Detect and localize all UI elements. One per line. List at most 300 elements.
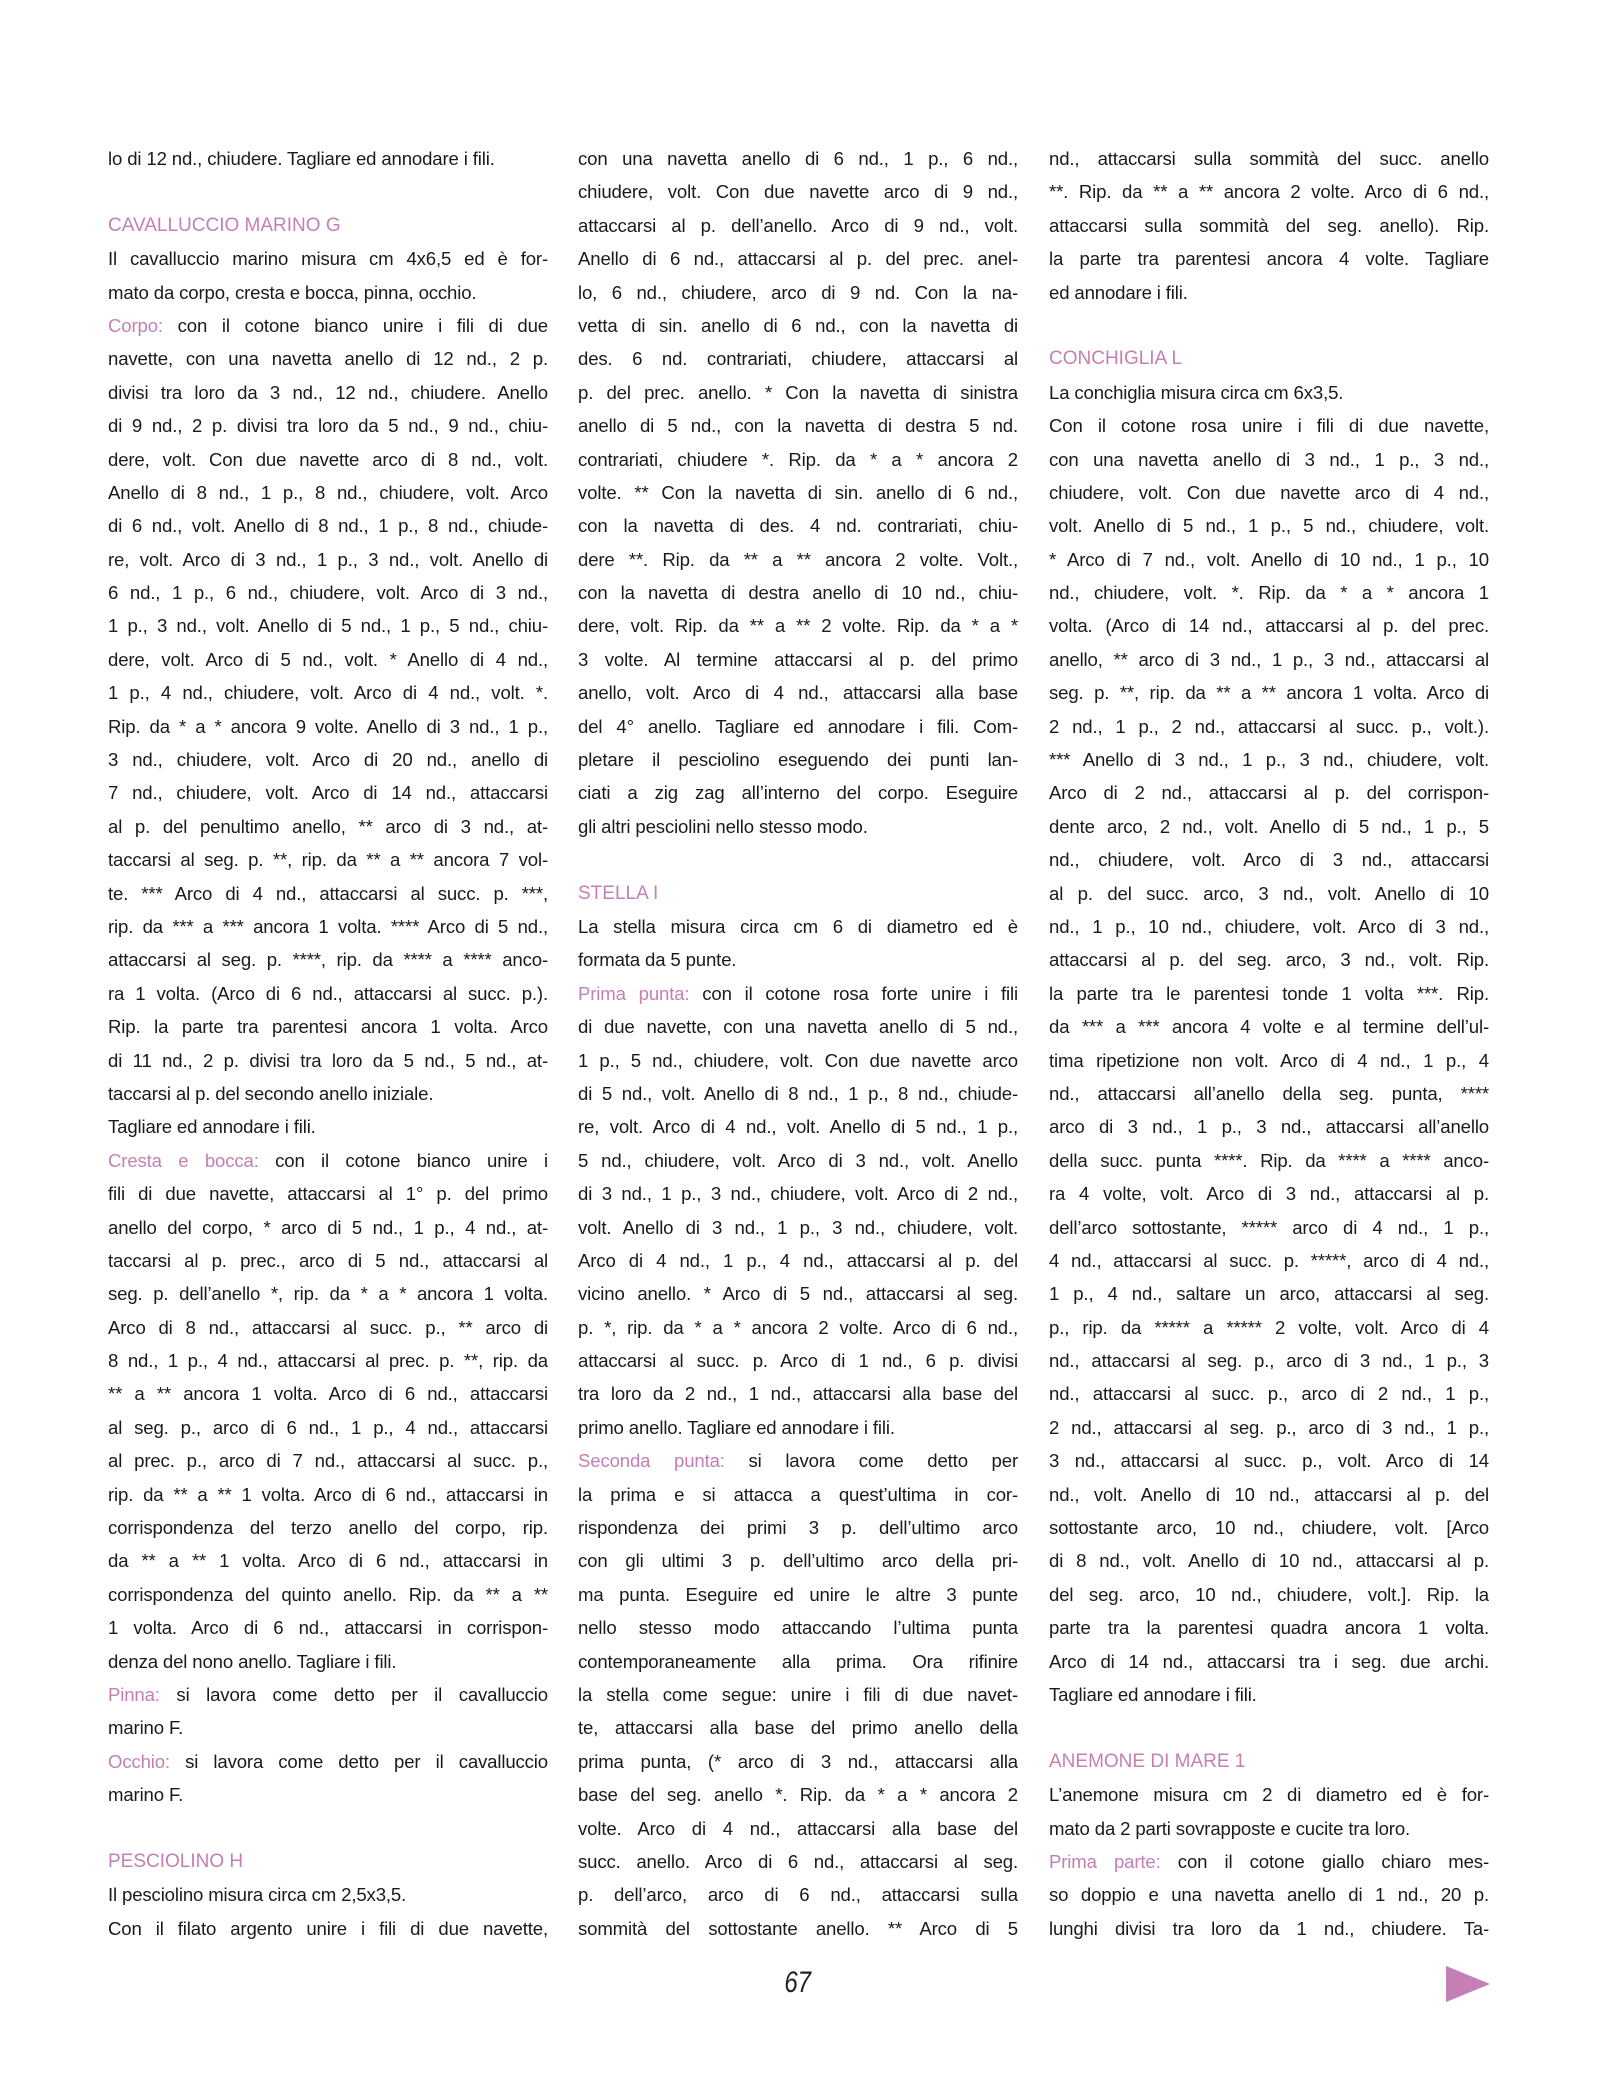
line-text: nd., 1 p., 10 nd., chiudere, volt. Arco di 3 nd., [1049,915,1489,937]
line-text: attaccarsi al p. dell’anello. Arco di 9 nd., volt. [578,214,1018,236]
line-text: p. *, rip. da * a * ancora 2 volte. Arco di 6 nd., [578,1316,1018,1338]
line-text: Il cavalluccio marino misura cm 4x6,5 ed è for- [108,248,548,270]
line-text: dere, volt. Rip. da ** a ** 2 volte. Rip. da * a * [578,615,1018,637]
text-line [1049,643,1489,676]
line-text: L’anemone misura cm 2 di diametro ed è for- [1049,1784,1489,1806]
text-line [1049,376,1489,409]
next-page-triangle-icon[interactable] [1446,1966,1490,2002]
text-line [578,710,1018,743]
text-line [578,1478,1018,1511]
text-line [108,1044,548,1077]
text-line [578,810,1018,843]
line-text: ciati a zig zag all’interno del corpo. Eseguire [578,782,1018,804]
page-number: 67 [784,1966,812,1999]
text-line [578,376,1018,409]
line-text: rip. da *** a *** ancora 1 volta. **** Arco di 5 nd., [108,915,548,937]
line-text: corrispondenza del quinto anello. Rip. da ** a ** [108,1583,548,1605]
line-text: mato da corpo, cresta e bocca, pinna, occhio. [108,281,477,303]
text-line [1049,1611,1489,1644]
line-text: lo di 12 nd., chiudere. Tagliare ed annodare i fili. [108,148,495,169]
line-text: con la navetta di des. 4 nd. contrariati, chiu- [578,515,1018,537]
paragraph-spacer [1049,309,1489,342]
line-text: Il pesciolino misura circa cm 2,5x3,5. [108,1884,407,1906]
line-text: 1 p., 4 nd., saltare un arco, attaccarsi al seg. [1049,1283,1489,1305]
line-text: al p. del penultimo anello, ** arco di 3 nd., at- [108,815,548,837]
text-line [578,1444,1018,1477]
subsection-label: Prima punta: [578,982,690,1004]
text-line [1049,810,1489,843]
line-text: taccarsi al seg. p. **, rip. da ** a ** ancora 7 vol- [108,849,548,871]
line-text: PESCIOLINO H [108,1850,244,1872]
line-text: denza del nono anello. Tagliare i fili. [108,1650,397,1672]
paragraph [578,1444,1018,1945]
line-text: taccarsi al p. prec., arco di 5 nd., attaccarsi al [108,1249,548,1271]
subsection-label: Pinna: [108,1683,160,1705]
paragraph [1049,1778,1489,1845]
text-line [578,1544,1018,1577]
text-line [1049,1878,1489,1911]
line-text: seg. p. **, rip. da ** a ** ancora 1 volta. Arco di [1049,682,1489,704]
heading-text [578,877,1018,910]
text-line [578,1778,1018,1811]
text-line [108,1110,548,1143]
line-text: ed annodare i fili. [1049,281,1188,303]
text-line [1049,1511,1489,1544]
line-text: dere, volt. Arco di 5 nd., volt. * Anello di 4 nd., [108,648,548,670]
line-text: contemporaneamente alla prima. Ora rifinire [578,1650,1018,1672]
heading-text [108,209,548,242]
line-text: La conchiglia misura circa cm 6x3,5. [1049,381,1344,403]
text-line [578,1511,1018,1544]
text-line [1049,943,1489,976]
line-text: attaccarsi al p. del seg. arco, 3 nd., volt. Rip. [1049,949,1489,971]
text-line [1049,509,1489,542]
paragraph-spacer [108,175,548,208]
text-line [578,1845,1018,1878]
line-text: nello stesso modo attaccando l’ultima punta [578,1617,1018,1639]
text-line [1049,1010,1489,1043]
line-text: 2 nd., attaccarsi al seg. p., arco di 3 nd., 1 p., [1049,1416,1489,1438]
line-text: 3 volte. Al termine attaccarsi al p. del primo [578,648,1018,670]
text-line [1049,1177,1489,1210]
text-line [1049,576,1489,609]
text-line [108,1711,548,1744]
line-text: La stella misura circa cm 6 di diametro ed è [578,915,1018,937]
line-text: ANEMONE DI MARE 1 [1049,1750,1246,1772]
line-text: con il cotone rosa forte unire i fili [702,982,1018,1004]
line-text: 6 nd., 1 p., 6 nd., chiudere, volt. Arco di 3 nd., [108,582,548,604]
line-text: Rip. la parte tra parentesi ancora 1 volta. Arco [108,1016,548,1038]
line-text: fili di due navette, attaccarsi al 1° p. del primo [108,1183,548,1205]
section-heading [1049,342,1489,375]
line-text: 8 nd., 1 p., 4 nd., attaccarsi al prec. p. **, rip. da [108,1350,548,1372]
text-line [108,910,548,943]
text-line [578,743,1018,776]
text-line [578,509,1018,542]
text-line [578,276,1018,309]
text-line [108,1277,548,1310]
line-text: attaccarsi sulla sommità del seg. anello). Rip. [1049,214,1489,236]
text-line [1049,1110,1489,1143]
text-line [1049,1645,1489,1678]
line-text: attaccarsi al seg. p. ****, rip. da **** a **** anco- [108,949,548,971]
line-text: nd., attaccarsi all’anello della seg. punta, **** [1049,1082,1489,1104]
line-text: con una navetta anello di 3 nd., 1 p., 3 nd., [1049,448,1489,470]
text-line [108,1778,548,1811]
text-line [1049,476,1489,509]
section-heading [108,209,548,242]
text-line [578,1044,1018,1077]
line-text: re, volt. Arco di 4 nd., volt. Anello di 5 nd., 1 p., [578,1116,1018,1138]
line-text: dere **. Rip. da ** a ** ancora 2 volte. Volt., [578,548,1018,570]
text-line [578,643,1018,676]
text-line [578,242,1018,275]
text-line [1049,1211,1489,1244]
text-line [108,509,548,542]
line-text: 7 nd., chiudere, volt. Arco di 14 nd., attaccarsi [108,782,548,804]
line-text: nd., chiudere, volt. *. Rip. da * a * ancora 1 [1049,582,1489,604]
line-text: la parte tra le parentesi tonde 1 volta ***. Rip. [1049,982,1489,1004]
paragraph [578,910,1018,977]
line-text: Arco di 8 nd., attaccarsi al succ. p., ** arco di [108,1316,548,1338]
line-text: contrariati, chiudere *. Rip. da * a * ancora 2 [578,448,1018,470]
text-column-1 [108,142,548,1945]
line-text: nd., attaccarsi sulla sommità del succ. anello [1049,148,1489,169]
line-text: prima punta, (* arco di 3 nd., attaccarsi alla [578,1750,1018,1772]
line-text: al prec. p., arco di 7 nd., attaccarsi al succ. p., [108,1450,548,1472]
line-text: ma punta. Eseguire ed unire le altre 3 punte [578,1583,1018,1605]
text-line [108,1177,548,1210]
section-heading [1049,1745,1489,1778]
line-text: marino F. [108,1717,184,1739]
line-text: divisi tra loro da 3 nd., 12 nd., chiudere. Anello [108,381,548,403]
text-line [1049,409,1489,442]
text-line [108,1444,548,1477]
line-text: te, attaccarsi alla base del primo anello della [578,1717,1018,1739]
line-text: dente arco, 2 nd., volt. Anello di 5 nd., 1 p., 5 [1049,815,1489,837]
text-line [578,977,1018,1010]
text-line [578,1711,1018,1744]
text-line [578,409,1018,442]
line-text: Arco di 2 nd., attaccarsi al p. del corrispon- [1049,782,1489,804]
text-line [578,1244,1018,1277]
line-text: vicino anello. * Arco di 5 nd., attaccarsi al seg. [578,1283,1018,1305]
line-text: base del seg. anello *. Rip. da * a * ancora 2 [578,1784,1018,1806]
line-text: del seg. arco, 10 nd., chiudere, volt.]. Rip. la [1049,1583,1489,1605]
line-text: 4 nd., attaccarsi al succ. p. *****, arco di 4 nd., [1049,1249,1489,1271]
text-line [1049,276,1489,309]
line-text: re, volt. Arco di 3 nd., 1 p., 3 nd., volt. Anello di [108,548,548,570]
text-line [1049,977,1489,1010]
line-text: Con il filato argento unire i fili di due navette, [108,1917,548,1939]
text-line [578,1077,1018,1110]
line-text: Anello di 6 nd., attaccarsi al p. del prec. anel- [578,248,1018,270]
text-line [108,1211,548,1244]
text-line [578,1144,1018,1177]
text-line [1049,1344,1489,1377]
text-line [108,242,548,275]
line-text: anello, ** arco di 3 nd., 1 p., 3 nd., attaccarsi al [1049,648,1489,670]
text-line [1049,1411,1489,1444]
text-line [108,843,548,876]
text-line [578,1377,1018,1410]
line-text: gli altri pesciolini nello stesso modo. [578,815,868,837]
subsection-label: Corpo: [108,314,163,336]
text-line [108,1311,548,1344]
text-line [108,810,548,843]
line-text: 3 nd., chiudere, volt. Arco di 20 nd., anello di [108,749,548,771]
text-line [108,443,548,476]
text-line [578,209,1018,242]
text-line [108,1010,548,1043]
text-line [578,1812,1018,1845]
paragraph [578,142,1018,843]
text-line [578,1110,1018,1143]
text-line [1049,1812,1489,1845]
text-line [1049,1244,1489,1277]
line-text: volt. Anello di 3 nd., 1 p., 3 nd., chiudere, volt. [578,1216,1018,1238]
line-text: la stella come segue: unire i fili di due navet- [578,1683,1018,1705]
text-line [578,175,1018,208]
text-line [108,543,548,576]
text-line [1049,1544,1489,1577]
line-text: 1 p., 4 nd., chiudere, volt. Arco di 4 nd., volt. *. [108,682,548,704]
line-text: la parte tra parentesi ancora 4 volte. Tagliare [1049,248,1489,270]
paragraph-spacer [108,1812,548,1845]
text-line [578,476,1018,509]
subsection-label: Prima parte: [1049,1850,1161,1872]
paragraph [578,977,1018,1444]
line-text: * Arco di 7 nd., volt. Anello di 10 nd., 1 p., 10 [1049,548,1489,570]
line-text: la prima e si attacca a quest’ultima in cor- [578,1483,1018,1505]
line-text: volt. Anello di 5 nd., 1 p., 5 nd., chiudere, volt. [1049,515,1489,537]
line-text: del 4° anello. Tagliare ed annodare i fili. Com- [578,715,1018,737]
text-line [1049,543,1489,576]
text-line [108,609,548,642]
text-line [108,776,548,809]
text-line [1049,142,1489,175]
line-text: al seg. p., arco di 6 nd., 1 p., 4 nd., attaccarsi [108,1416,548,1438]
text-line [108,1645,548,1678]
line-text: di 5 nd., volt. Anello di 8 nd., 1 p., 8 nd., chiude- [578,1082,1018,1104]
line-text: marino F. [108,1784,184,1806]
line-text: si lavora come detto per il cavalluccio [185,1750,548,1772]
line-text: nd., chiudere, volt. Arco di 3 nd., attaccarsi [1049,849,1489,871]
text-line [108,576,548,609]
text-line [1049,443,1489,476]
text-line [1049,209,1489,242]
subsection-label: Cresta e bocca: [108,1149,259,1171]
text-line [1049,1578,1489,1611]
line-text: **. Rip. da ** a ** ancora 2 volte. Arco di 6 nd., [1049,181,1489,203]
paragraph-spacer [578,843,1018,876]
line-text: p. del prec. anello. * Con la navetta di sinistra [578,381,1018,403]
text-column-3 [1049,142,1489,1945]
line-text: vetta di sin. anello di 6 nd., con la navetta di [578,314,1018,336]
text-line [1049,843,1489,876]
text-line [1049,1044,1489,1077]
text-line [1049,1144,1489,1177]
text-line [1049,710,1489,743]
text-line [1049,910,1489,943]
text-line [108,409,548,442]
line-text: mato da 2 parti sovrapposte e cucite tra loro. [1049,1817,1411,1839]
heading-text [1049,1745,1489,1778]
line-text: succ. anello. Arco di 6 nd., attaccarsi al seg. [578,1850,1018,1872]
heading-text [1049,342,1489,375]
text-line [108,1144,548,1177]
paragraph [1049,409,1489,1711]
line-text: Arco di 14 nd., attaccarsi tra i seg. due archi. [1049,1650,1489,1672]
text-line [1049,1377,1489,1410]
text-line [578,910,1018,943]
line-text: al p. del succ. arco, 3 nd., volt. Anello di 10 [1049,882,1489,904]
line-text: parte tra la parentesi quadra ancora 1 volta. [1049,1617,1489,1639]
line-text: chiudere, volt. Con due navette arco di 9 nd., [578,181,1018,203]
text-line [578,1745,1018,1778]
section-heading [578,877,1018,910]
line-text: della succ. punta ****. Rip. da **** a **** anco- [1049,1149,1489,1171]
text-line [108,476,548,509]
line-text: anello, volt. Arco di 4 nd., attaccarsi alla base [578,682,1018,704]
line-text: ** a ** ancora 1 volta. Arco di 6 nd., attaccarsi [108,1383,548,1405]
line-text: primo anello. Tagliare ed annodare i fili. [578,1416,895,1438]
subsection-label: Occhio: [108,1750,170,1772]
line-text: Tagliare ed annodare i fili. [1049,1683,1257,1705]
text-line [578,1878,1018,1911]
text-line [578,543,1018,576]
text-line [108,977,548,1010]
text-line [578,1645,1018,1678]
paragraph [108,142,548,175]
text-line [108,142,548,175]
line-text: so doppio e una navetta anello di 1 nd., 20 p. [1049,1884,1489,1906]
line-text: 2 nd., 1 p., 2 nd., attaccarsi al succ. p., volt.). [1049,715,1489,737]
paragraph [1049,1845,1489,1945]
text-line [1049,1277,1489,1310]
line-text: 3 nd., attaccarsi al succ. p., volt. Arco di 14 [1049,1450,1489,1472]
text-line [578,342,1018,375]
text-line [578,1177,1018,1210]
line-text: tra loro da 2 nd., 1 nd., attaccarsi alla base del [578,1383,1018,1405]
text-column-2 [578,142,1018,1945]
line-text: taccarsi al p. del secondo anello iniziale. [108,1082,434,1104]
text-line [108,1611,548,1644]
line-text: da ** a ** 1 volta. Arco di 6 nd., attaccarsi in [108,1550,548,1572]
text-line [578,1344,1018,1377]
line-text: 1 p., 3 nd., volt. Anello di 5 nd., 1 p., 5 nd., chiu- [108,615,548,637]
text-line [108,1511,548,1544]
line-text: CAVALLUCCIO MARINO G [108,214,341,236]
line-text: Arco di 4 nd., 1 p., 4 nd., attaccarsi al p. del [578,1249,1018,1271]
text-line [108,643,548,676]
line-text: di 11 nd., 2 p. divisi tra loro da 5 nd., 5 nd., at- [108,1049,548,1071]
paragraph [108,1912,548,1945]
line-text: con la navetta di destra anello di 10 nd., chiu- [578,582,1018,604]
line-text: con il cotone bianco unire i fili di due [177,314,548,336]
text-line [108,877,548,910]
heading-text [108,1845,548,1878]
line-text: nd., attaccarsi al seg. p., arco di 3 nd., 1 p., 3 [1049,1350,1489,1372]
paragraph [1049,142,1489,309]
text-line [108,710,548,743]
line-text: di 8 nd., volt. Anello di 10 nd., attaccarsi al p. [1049,1550,1489,1572]
text-line [1049,743,1489,776]
text-line [108,676,548,709]
line-text: p., rip. da ***** a ***** 2 volte, volt. Arco di 4 [1049,1316,1489,1338]
line-text: *** Anello di 3 nd., 1 p., 3 nd., chiudere, volt. [1049,749,1489,771]
text-line [1049,1478,1489,1511]
text-line [108,943,548,976]
line-text: nd., attaccarsi al succ. p., arco di 2 nd., 1 p., [1049,1383,1489,1405]
paragraph [108,309,548,1144]
text-line [108,1344,548,1377]
line-text: des. 6 nd. contrariati, chiudere, attaccarsi al [578,348,1018,370]
text-line [108,1544,548,1577]
paragraph [108,242,548,309]
line-text: STELLA I [578,882,659,904]
text-line [578,1311,1018,1344]
text-line [108,1912,548,1945]
line-text: volta. (Arco di 14 nd., attaccarsi al p. del prec. [1049,615,1489,637]
line-text: Rip. da * a * ancora 9 volte. Anello di 3 nd., 1 p., [108,715,548,737]
line-text: Anello di 8 nd., 1 p., 8 nd., chiudere, volt. Arco [108,481,548,503]
line-text: con gli ultimi 3 p. dell’ultimo arco della pri- [578,1550,1018,1572]
line-text: si lavora come detto per [748,1450,1018,1472]
text-line [1049,175,1489,208]
line-text: lunghi divisi tra loro da 1 nd., chiudere. Ta- [1049,1917,1489,1939]
line-text: con il cotone bianco unire i [275,1149,548,1171]
text-line [1049,1678,1489,1711]
text-line [1049,776,1489,809]
text-line [578,1611,1018,1644]
line-text: anello del corpo, * arco di 5 nd., 1 p., 4 nd., at- [108,1216,548,1238]
text-line [108,309,548,342]
text-line [578,943,1018,976]
paragraph-spacer [1049,1711,1489,1744]
line-text: volte. Arco di 4 nd., attaccarsi alla base del [578,1817,1018,1839]
text-line [1049,609,1489,642]
text-line [108,1878,548,1911]
line-text: rispondenza dei primi 3 p. dell’ultimo arco [578,1517,1018,1539]
line-text: di 6 nd., volt. Anello di 8 nd., 1 p., 8 nd., chiude- [108,515,548,537]
line-text: volte. ** Con la navetta di sin. anello di 6 nd., [578,481,1018,503]
text-line [108,342,548,375]
paragraph [108,1745,548,1812]
text-line [578,443,1018,476]
line-text: 1 p., 5 nd., chiudere, volt. Con due navette arco [578,1049,1018,1071]
text-line [108,1377,548,1410]
line-text: 5 nd., chiudere, volt. Arco di 3 nd., volt. Anello [578,1149,1018,1171]
text-line [108,1244,548,1277]
line-text: da *** a *** ancora 4 volte e al termine dell’ul- [1049,1016,1489,1038]
line-text: sommità del sottostante anello. ** Arco di 5 [578,1917,1018,1939]
line-text: CONCHIGLIA L [1049,348,1183,370]
text-line [1049,676,1489,709]
line-text: dere, volt. Con due navette arco di 8 nd., volt. [108,448,548,470]
line-text: di 9 nd., 2 p. divisi tra loro da 5 nd., 9 nd., chiu- [108,415,548,437]
text-line [108,1077,548,1110]
text-line [578,1211,1018,1244]
line-text: seg. p. dell’anello *, rip. da * a * ancora 1 volta. [108,1283,548,1305]
text-line [108,1678,548,1711]
text-line [578,1912,1018,1945]
text-line [108,1411,548,1444]
text-line [1049,1912,1489,1945]
text-line [1049,1845,1489,1878]
line-text: dell’arco sottostante, ***** arco di 4 nd., 1 p., [1049,1216,1489,1238]
line-text: attaccarsi al succ. p. Arco di 1 nd., 6 p. divisi [578,1350,1018,1372]
